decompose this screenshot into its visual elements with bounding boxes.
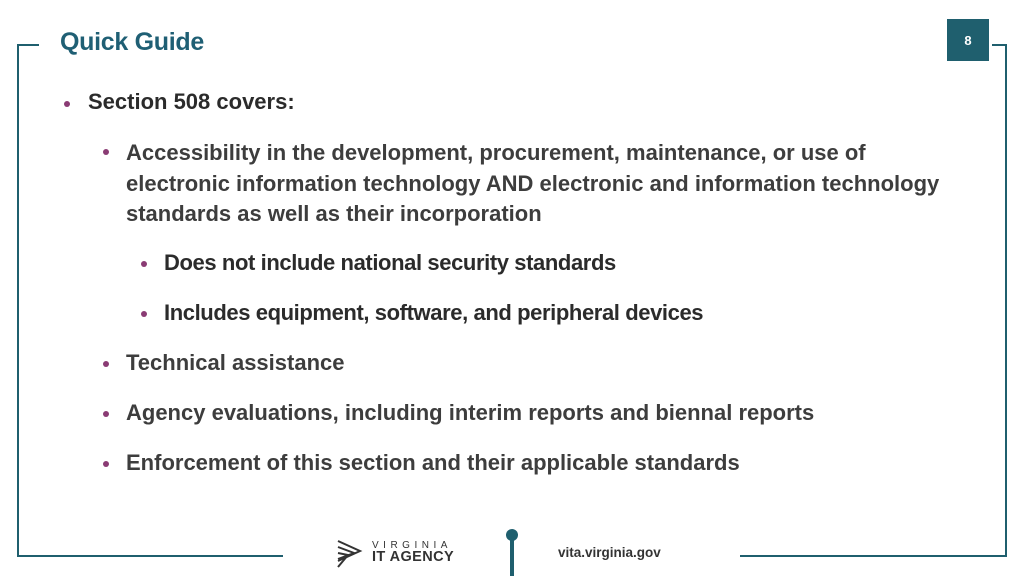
bullet-icon (64, 101, 70, 107)
bullet-icon (103, 149, 109, 155)
bullet-icon (141, 311, 147, 317)
bullet-icon (103, 461, 109, 467)
bullet-level2: Agency evaluations, including interim reports and biennal reports (126, 400, 815, 425)
bullet-level1: Section 508 covers: (88, 89, 295, 114)
agency-name-line1: VIRGINIA (372, 540, 452, 551)
bullet-icon (103, 411, 109, 417)
pin-divider-icon (510, 536, 514, 576)
website-link[interactable]: vita.virginia.gov (558, 545, 661, 560)
bullet-level3: Includes equipment, software, and peripheral devices (164, 300, 704, 325)
frame-line-bottom-left (17, 555, 283, 557)
slide-title: Quick Guide (60, 28, 204, 56)
bullet-icon (103, 361, 109, 367)
bullet-level2: Accessibility in the development, procurement, maintenance, or use of electronic information technology AND electronic and information technology standards as well as their incorporation (126, 140, 940, 226)
bullet-level2: Technical assistance (126, 350, 345, 375)
bullet-level2: Enforcement of this section and their applicable standards (126, 450, 740, 475)
vita-logo-icon (336, 537, 364, 569)
frame-line-bottom-right (740, 555, 1007, 557)
page-number-badge: 8 (947, 19, 989, 61)
bullet-icon (141, 261, 147, 267)
pin-head-icon (506, 529, 518, 541)
bullet-level3: Does not include national security standards (164, 250, 616, 275)
agency-name-line2: IT AGENCY (372, 549, 455, 565)
